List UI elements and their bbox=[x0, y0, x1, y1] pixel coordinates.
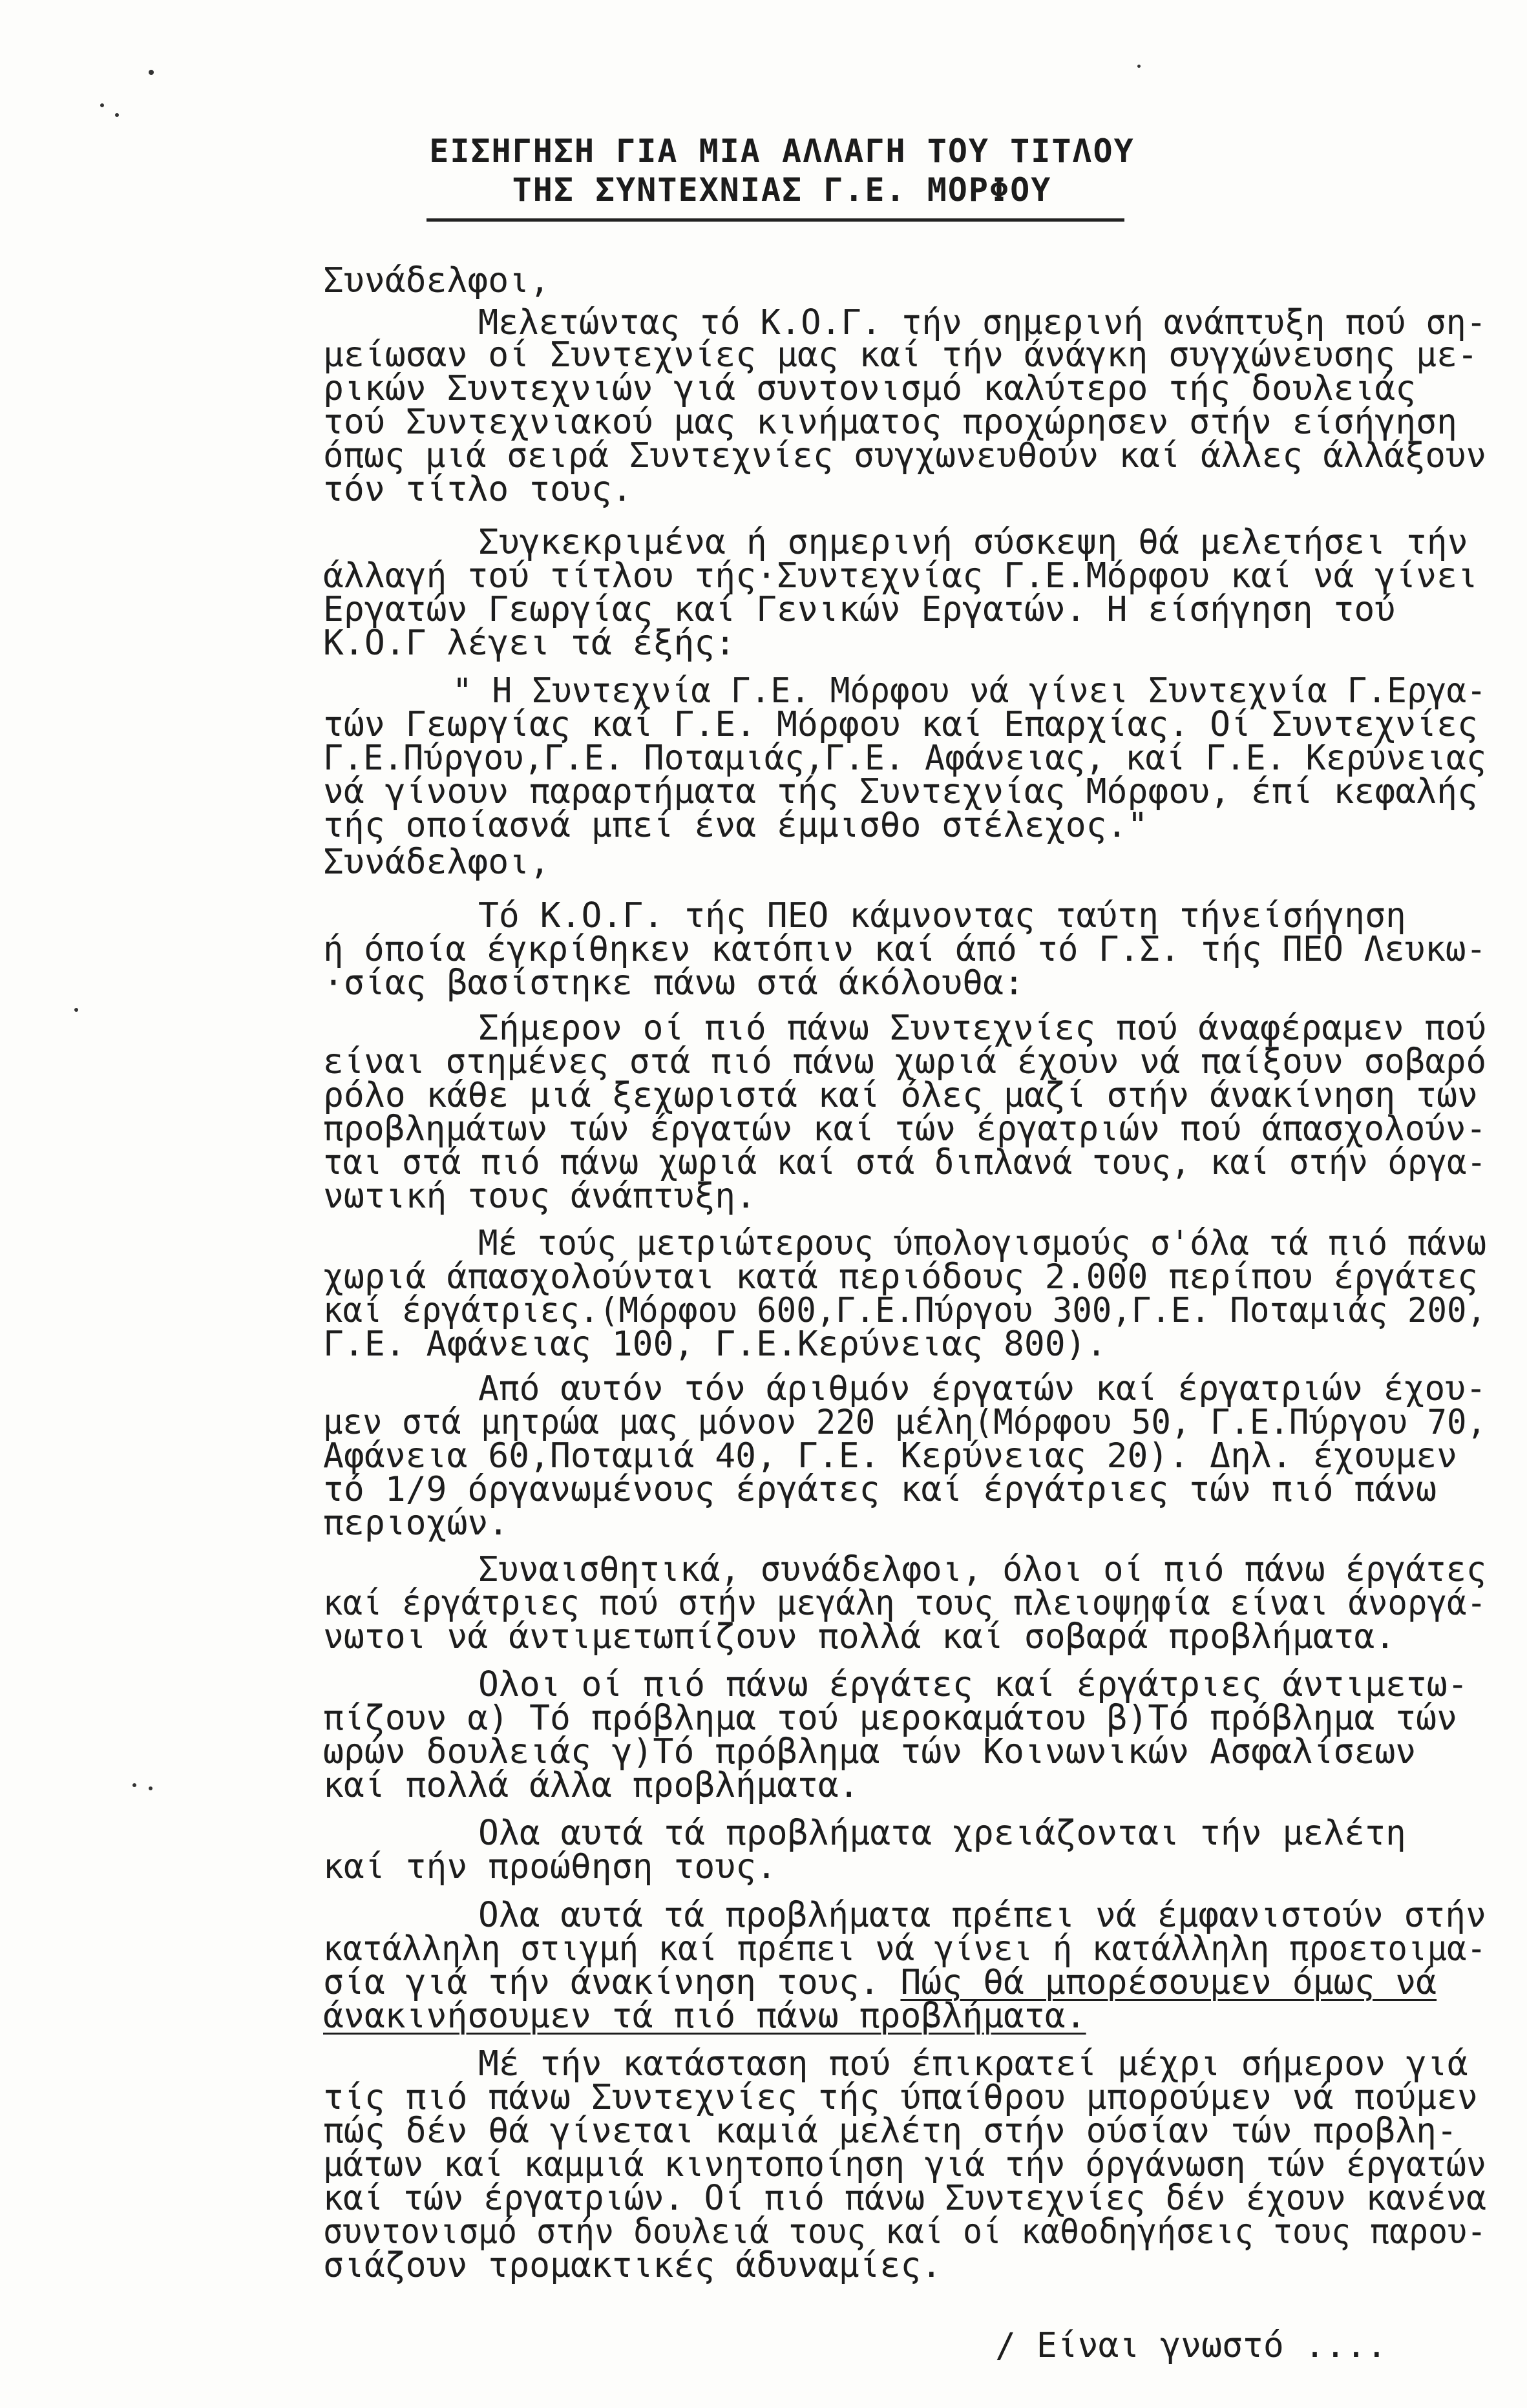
text-line: ·σίας βασίστηκε πάνω στά άκόλουθα: bbox=[323, 963, 1024, 1003]
text-line: Συναισθητικά, συνάδελφοι, όλοι οί πιό πάνω έργάτες bbox=[478, 1550, 1487, 1589]
text-line: πώς δέν θά γίνεται καμιά μελέτη στήν ούσίαν τών προβλη- bbox=[323, 2111, 1457, 2151]
text-line: κατάλληλη στιγμή καί πρέπει νά γίνει ή κατάλληλη προετοιμα- bbox=[323, 1929, 1486, 1969]
text-line: τού Συντεχνιακού μας κινήματος προχώρησεν στήν είσήγηση bbox=[323, 403, 1457, 442]
text-segment: σία γιά τήν άνακίνηση τους. bbox=[323, 1963, 880, 2002]
text-line: τό 1/9 όργανωμένους έργάτες καί έργάτριες τών πιό πάνω bbox=[323, 1470, 1437, 1509]
text-line: είναι στημένες στά πιό πάνω χωριά έχουν νά παίξουν σοβαρό bbox=[323, 1042, 1487, 1082]
text-line: Ολα αυτά τά προβλήματα χρειάζονται τήν μελέτη bbox=[478, 1814, 1406, 1853]
underlined-question: Πώς θά μπορέσουμεν όμως νά bbox=[900, 1963, 1437, 2002]
text-line: Μέ τούς μετριώτερους ύπολογισμούς σ'όλα τά πιό πάνω bbox=[478, 1224, 1486, 1263]
text-line: καί έργάτριες.(Μόρφου 600,Γ.Ε.Πύργου 300,Γ.Ε. Ποταμιάς 200, bbox=[323, 1291, 1486, 1330]
text-line: μάτων καί καμμιά κινητοποίηση γιά τήν όργάνωση τών έργατών bbox=[323, 2145, 1487, 2184]
text-line: περιοχών. bbox=[323, 1503, 509, 1543]
quote-line: τής οποίασνά μπεί ένα έμμισθο στέλεχος." bbox=[323, 806, 1148, 845]
text-line: Κ.Ο.Γ λέγει τά έξής: bbox=[323, 623, 736, 663]
text-line: Αφάνεια 60,Ποταμιά 40, Γ.Ε. Κερύνειας 20). Δηλ. έχουμεν bbox=[323, 1436, 1457, 1476]
text-line: ται στά πιό πάνω χωριά καί στά διπλανά τους, καί στήν όργα- bbox=[323, 1143, 1486, 1182]
text-line: Εργατών Γεωργίας καί Γενικών Εργατών. Η είσήγηση τού bbox=[323, 590, 1396, 629]
text-line: ρόλο κάθε μιά ξεχωριστά καί όλες μαζί στήν άνακίνηση τών bbox=[323, 1076, 1478, 1115]
text-line: μείωσαν οί Συντεχνίες μας καί τήν άνάγκη συγχώνευσης με- bbox=[323, 335, 1478, 375]
text-line: άλλαγή τού τίτλου τής·Συντεχνίας Γ.Ε.Μόρφου καί νά γίνει bbox=[323, 556, 1478, 596]
text-line: συντονισμό στήν δουλειά τους καί οί καθοδηγήσεις τους παρου- bbox=[323, 2212, 1487, 2252]
text-line: Από αυτόν τόν άριθμόν έργατών καί έργατριών έχου- bbox=[478, 1369, 1486, 1408]
text-line: καί τήν προώθηση τους. bbox=[323, 1847, 777, 1887]
document-title-line-1: ΕΙΣΗΓΗΣΗ ΓΙΑ ΜΙΑ ΑΛΛΑΓΗ ΤΟΥ ΤΙΤΛΟΥ bbox=[429, 132, 1135, 170]
text-line: ή όποία έγκρίθηκεν κατόπιν καί άπό τό Γ.Σ. τής ΠΕΟ Λευκω- bbox=[323, 930, 1487, 969]
text-line: ωρών δουλειάς γ)Τό πρόβλημα τών Κοινωνικών Ασφαλίσεων bbox=[323, 1732, 1416, 1772]
text-line: προβλημάτων τών έργατών καί τών έργατριών πού άπασχολούν- bbox=[323, 1109, 1487, 1149]
text-line: όπως μιά σειρά Συντεχνίες συγχωνευθούν καί άλλες άλλάξουν bbox=[323, 436, 1487, 476]
document-title-line-2: ΤΗΣ ΣΥΝΤΕΧΝΙΑΣ Γ.Ε. ΜΟΡΦΟΥ bbox=[512, 171, 1052, 209]
text-line: νωτική τους άνάπτυξη. bbox=[323, 1177, 757, 1216]
continuation-note: / Είναι γνωστό .... bbox=[995, 2326, 1387, 2365]
text-line: τίς πιό πάνω Συντεχνίες τής ύπαίθρου μπορούμεν νά πούμεν bbox=[323, 2078, 1478, 2117]
text-line: τόν τίτλο τους. bbox=[323, 470, 633, 509]
salutation: Συνάδελφοι, bbox=[323, 843, 550, 882]
text-line: καί έργάτριες πού στήν μεγάλη τους πλειοψηφία είναι άνοργά- bbox=[323, 1584, 1486, 1623]
quote-line: νά γίνουν παραρτήματα τής Συντεχνίας Μόρφου, έπί κεφαλής bbox=[323, 772, 1478, 811]
text-line: Τό Κ.Ο.Γ. τής ΠΕΟ κάμνοντας ταύτη τήνείσήγηση bbox=[478, 896, 1406, 936]
quote-line: τών Γεωργίας καί Γ.Ε. Μόρφου καί Επαρχίας. Οί Συντεχνίες bbox=[323, 705, 1478, 744]
text-line: Ολα αυτά τά προβλήματα πρέπει νά έμφανιστούν στήν bbox=[478, 1896, 1486, 1935]
text-line: ρικών Συντεχνιών γιά συντονισμό καλύτερο τής δουλειάς bbox=[323, 369, 1416, 408]
text-line: χωριά άπασχολούνται κατά περιόδους 2.000 περίπου έργάτες bbox=[323, 1257, 1478, 1297]
text-line: πίζουν α) Τό πρόβλημα τού μεροκαμάτου β)Τό πρόβλημα τών bbox=[323, 1699, 1457, 1738]
text-line: Μέ τήν κατάσταση πού έπικρατεί μέχρι σήμερον γιά bbox=[478, 2044, 1468, 2084]
text-line: Ολοι οί πιό πάνω έργάτες καί έργάτριες άντιμετω- bbox=[478, 1665, 1468, 1704]
text-line: Γ.Ε. Αφάνειας 100, Γ.Ε.Κερύνειας 800). bbox=[323, 1324, 1107, 1364]
text-line: Μελετώντας τό Κ.Ο.Γ. τήν σημερινή ανάπτυξη πού ση- bbox=[478, 303, 1487, 342]
text-line: καί τών έργατριών. Οί πιό πάνω Συντεχνίες δέν έχουν κανένα bbox=[323, 2179, 1487, 2218]
text-line: νωτοι νά άντιμετωπίζουν πολλά καί σοβαρά προβλήματα. bbox=[323, 1617, 1396, 1657]
salutation: Συνάδελφοι, bbox=[323, 261, 550, 300]
text-line: καί πολλά άλλα προβλήματα. bbox=[323, 1766, 859, 1805]
text-line: Σήμερον οί πιό πάνω Συντεχνίες πού άναφέραμεν πού bbox=[478, 1009, 1486, 1048]
underlined-question: άνακινήσουμεν τά πιό πάνω προβλήματα. bbox=[323, 1996, 1086, 2036]
quote-line: Γ.Ε.Πύργου,Γ.Ε. Ποταμιάς,Γ.Ε. Αφάνειας, καί Γ.Ε. Κερύνειας bbox=[323, 738, 1487, 778]
quote-line: " Η Συντεχνία Γ.Ε. Μόρφου νά γίνει Συντεχνία Γ.Εργα- bbox=[452, 671, 1487, 711]
text-line: Συγκεκριμένα ή σημερινή σύσκεψη θά μελετήσει τήν bbox=[478, 523, 1468, 562]
text-line: σιάζουν τρομακτικές άδυναμίες. bbox=[323, 2246, 942, 2285]
text-line: μεν στά μητρώα μας μόνον 220 μέλη(Μόρφου 50, Γ.Ε.Πύργου 70, bbox=[323, 1403, 1486, 1442]
text-line bbox=[323, 1997, 1086, 2036]
